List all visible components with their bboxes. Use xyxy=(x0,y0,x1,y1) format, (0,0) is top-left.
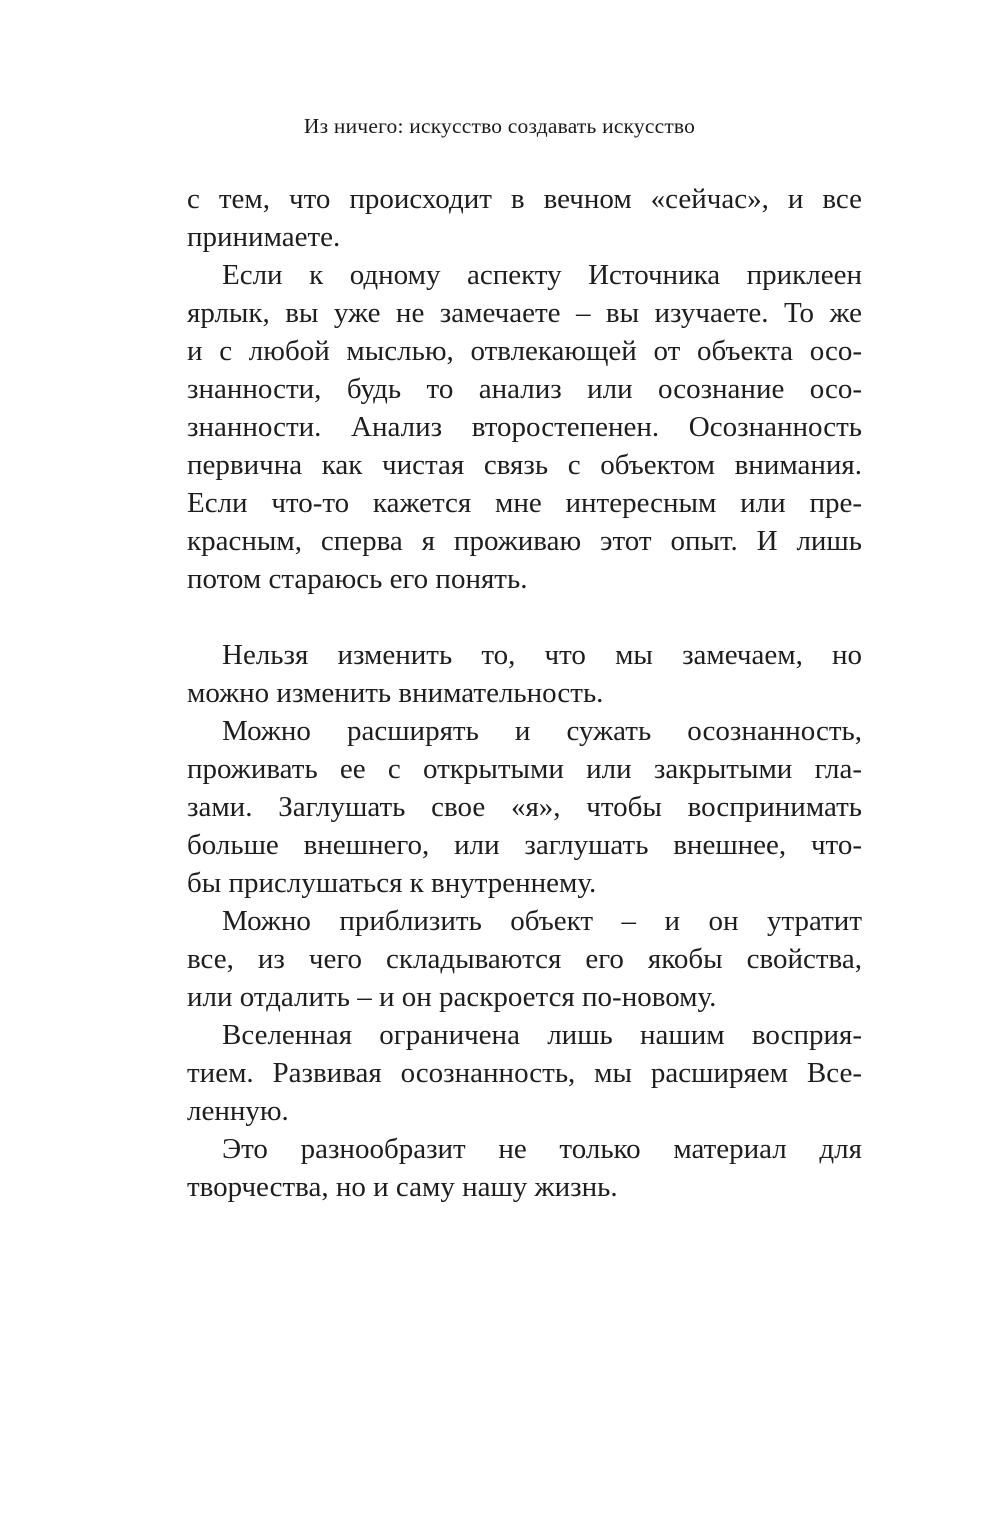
text-line: ленную. xyxy=(187,1095,289,1127)
text-line: можно изменить внимательность. xyxy=(187,677,604,709)
text-line: зами. Заглушать свое «я», чтобы воспринимать xyxy=(187,791,862,823)
text-line: первична как чистая связь с объектом внимания. xyxy=(187,449,862,481)
text-line: знанности. Анализ второстепенен. Осознанность xyxy=(187,411,862,443)
text-line: Если что-то кажется мне интересным или пре- xyxy=(187,487,862,519)
text-line: проживать ее с открытыми или закрытыми гла- xyxy=(187,753,862,785)
text-line: бы прислушаться к внутреннему. xyxy=(187,867,597,899)
text-line: и с любой мыслью, отвлекающей от объекта осо- xyxy=(187,335,862,367)
text-line: с тем, что происходит в вечном «сейчас», и все xyxy=(187,183,862,215)
text-line: Если к одному аспекту Источника приклеен xyxy=(222,259,862,291)
text-line: творчества, но и саму нашу жизнь. xyxy=(187,1171,618,1203)
text-line: тием. Развивая осознанность, мы расширяем Все- xyxy=(187,1057,862,1089)
running-head: Из ничего: искусство создавать искусство xyxy=(303,114,696,138)
text-line: ярлык, вы уже не замечаете – вы изучаете. То же xyxy=(187,297,862,329)
text-line: или отдалить – и он раскроется по-новому. xyxy=(187,981,717,1013)
text-line: Можно расширять и сужать осознанность, xyxy=(222,715,862,747)
text-line: принимаете. xyxy=(187,221,341,253)
text-line: красным, сперва я проживаю этот опыт. И лишь xyxy=(187,525,862,557)
text-line: Это разнообразит не только материал для xyxy=(222,1133,862,1165)
text-line: все, из чего складываются его якобы свойства, xyxy=(187,943,862,975)
text-line: Можно приблизить объект – и он утратит xyxy=(222,905,862,937)
text-line: Вселенная ограничена лишь нашим восприя- xyxy=(222,1019,862,1051)
text-line: потом стараюсь его понять. xyxy=(187,563,528,595)
text-line: Нельзя изменить то, что мы замечаем, но xyxy=(222,639,862,671)
text-line: больше внешнего, или заглушать внешнее, что- xyxy=(187,829,862,861)
text-line: знанности, будь то анализ или осознание осо- xyxy=(187,373,862,405)
